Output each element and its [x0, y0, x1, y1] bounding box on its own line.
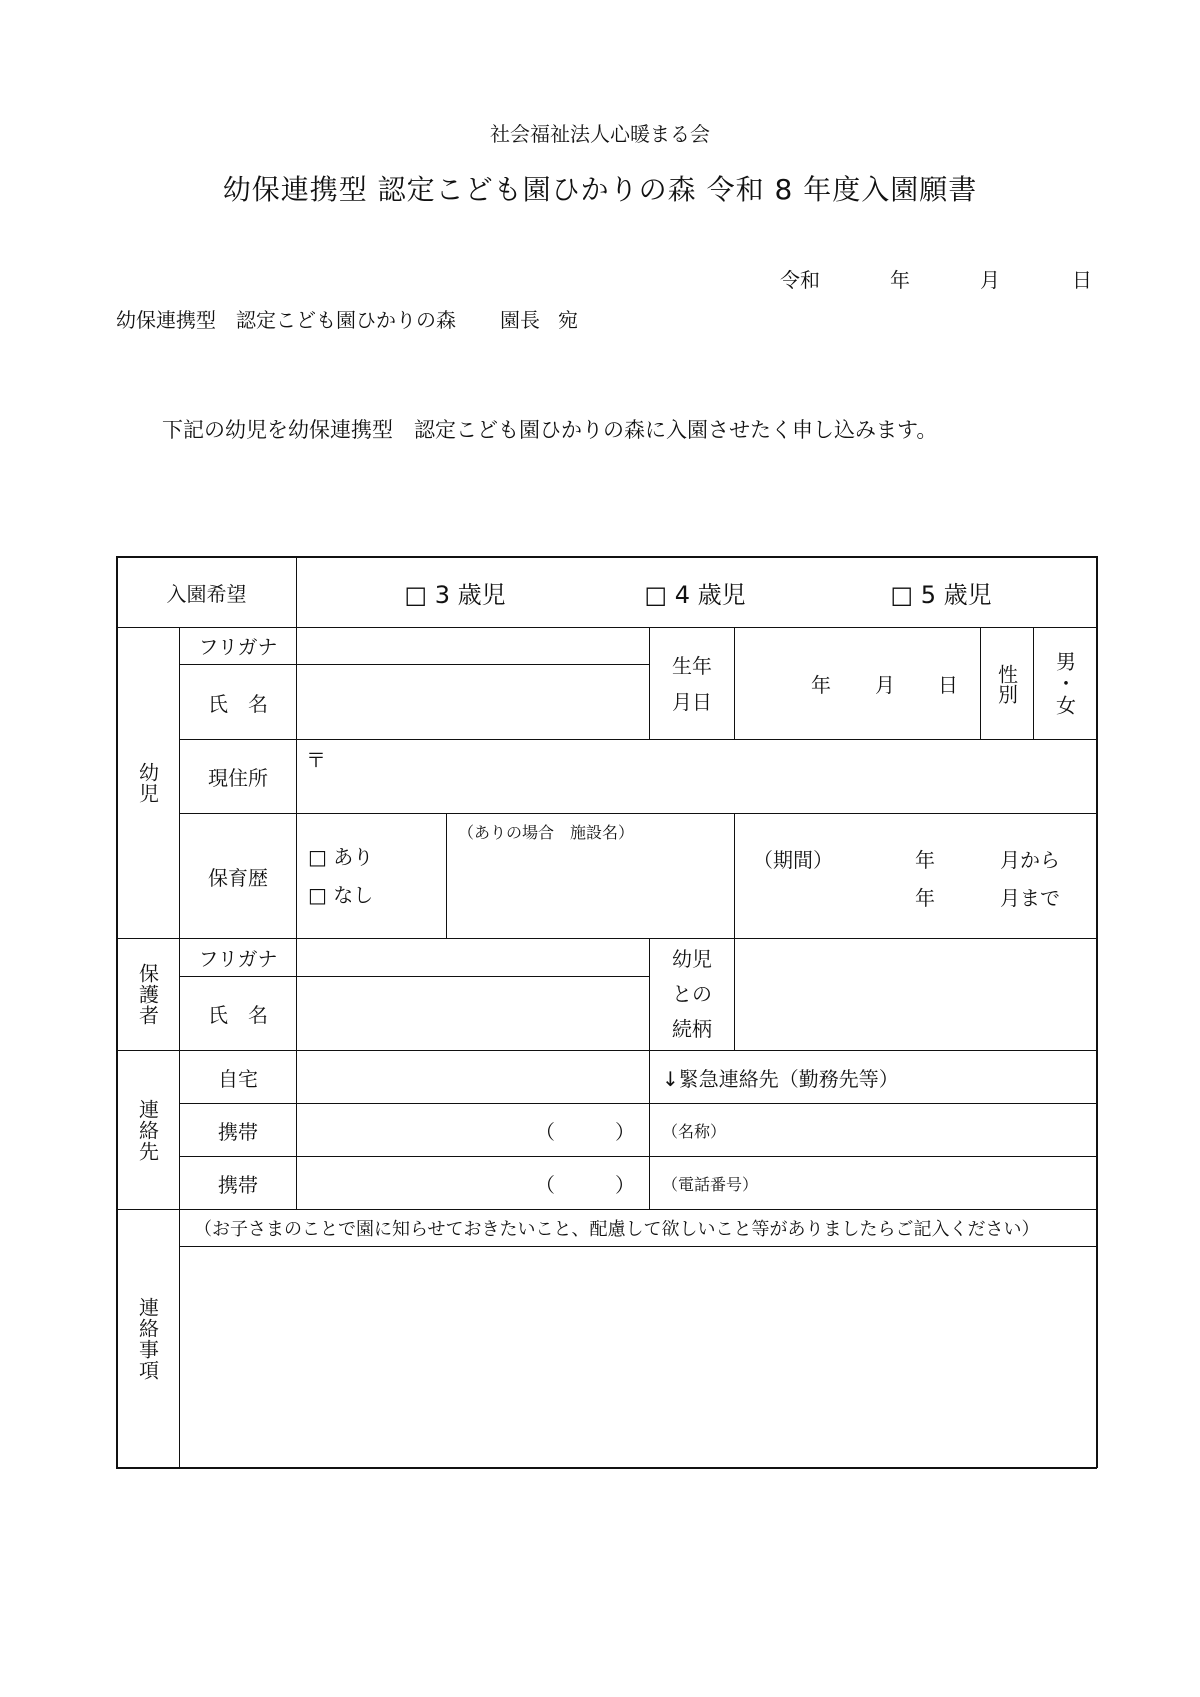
- addressee-school: 幼保連携型 認定こども園ひかりの森: [116, 308, 456, 332]
- date-day: 日: [1072, 268, 1092, 292]
- application-statement: 下記の幼児を幼保連携型 認定こども園ひかりの森に入園させたく申し込みます。: [162, 418, 938, 442]
- gender-label: 性別: [994, 663, 1019, 704]
- form-title: 幼保連携型 認定こども園ひかりの森 令和 8 年度入園願書: [222, 173, 978, 206]
- period-label: （期間）: [753, 848, 833, 872]
- emergency-phone-field[interactable]: （電話番号）: [662, 1174, 759, 1194]
- period-to-month: 月まで: [1000, 886, 1060, 910]
- notes-instruction: （お子さまのことで園に知らせておきたいこと、配慮して欲しいこと等がありましたらご記入ください）: [194, 1219, 1040, 1240]
- table-border-right: [1096, 556, 1098, 1468]
- admission-option-age4[interactable]: □ 4 歳児: [644, 580, 746, 609]
- relationship-line1: 幼児: [672, 947, 712, 971]
- organization-name: 社会福祉法人心暖まる会: [490, 122, 710, 146]
- period-to-year: 年: [915, 886, 935, 910]
- history-yes-checkbox[interactable]: □ あり: [308, 845, 374, 869]
- mobile-2-paren-open: （: [535, 1172, 555, 1197]
- child-furigana-field[interactable]: [297, 628, 649, 664]
- admission-option-age5[interactable]: □ 5 歳児: [890, 580, 992, 609]
- relationship-label: [650, 939, 734, 1050]
- child-name-label: 氏 名: [208, 691, 268, 716]
- guardian-section-label: 保護者: [135, 963, 160, 1026]
- emergency-name-field[interactable]: （名称）: [662, 1121, 727, 1141]
- guardian-name-field[interactable]: [297, 977, 649, 1050]
- column-divider: [649, 1050, 650, 1209]
- date-month: 月: [980, 268, 1000, 292]
- contact-section-label: 連絡先: [135, 1098, 160, 1162]
- notes-field[interactable]: [180, 1247, 1096, 1467]
- child-section-label: 幼児: [135, 761, 160, 804]
- admission-label: 入園希望: [166, 581, 247, 606]
- birthdate-label-line1: 生年: [672, 653, 712, 678]
- mobile-2-paren-close: ）: [615, 1172, 635, 1197]
- mobile-2-label: 携帯: [218, 1172, 258, 1197]
- relationship-line3: 続柄: [672, 1017, 712, 1041]
- mobile-1-paren-open: （: [535, 1119, 555, 1144]
- childcare-history-label: 保育歴: [208, 865, 268, 890]
- mobile-1-label: 携帯: [218, 1119, 258, 1144]
- application-date: [780, 264, 1100, 294]
- addressee-honorific: 宛: [558, 308, 578, 332]
- home-phone-field[interactable]: [297, 1051, 649, 1103]
- guardian-furigana-field[interactable]: [297, 939, 649, 976]
- child-furigana-label: フリガナ: [198, 635, 278, 659]
- emergency-contact-heading: ↓緊急連絡先（勤務先等）: [662, 1066, 899, 1091]
- postal-mark: 〒: [306, 748, 326, 772]
- date-era: 令和: [780, 268, 820, 292]
- table-border-bottom: [116, 1467, 1097, 1469]
- period-from-year: 年: [915, 848, 935, 872]
- birthdate-label-line2: 月日: [672, 689, 712, 714]
- guardian-furigana-label: フリガナ: [198, 947, 278, 971]
- birthdate-day: 日: [938, 673, 958, 697]
- facility-note: （ありの場合 施設名）: [458, 823, 635, 842]
- row-divider: [179, 739, 1097, 740]
- child-name-field[interactable]: [297, 665, 649, 739]
- admission-option-age3[interactable]: □ 3 歳児: [404, 580, 506, 609]
- birthdate-year: 年: [811, 673, 831, 697]
- history-period-field[interactable]: [735, 814, 1096, 938]
- column-divider: [446, 813, 447, 938]
- guardian-name-label: 氏 名: [208, 1003, 268, 1027]
- home-phone-label: 自宅: [218, 1066, 258, 1091]
- facility-name-field[interactable]: [458, 820, 728, 934]
- period-from-month: 月から: [1000, 848, 1060, 872]
- gender-choice[interactable]: 男・女: [1052, 650, 1077, 717]
- childcare-history-options: [308, 814, 446, 938]
- mobile-1-paren-close: ）: [615, 1119, 635, 1144]
- date-year: 年: [890, 268, 910, 292]
- child-address-field[interactable]: [306, 744, 1086, 810]
- mobile-2-field[interactable]: [297, 1157, 649, 1209]
- addressee-title: 園長: [500, 308, 540, 332]
- relationship-field[interactable]: [735, 939, 1096, 1050]
- relationship-line2: との: [672, 982, 712, 1006]
- mobile-1-field[interactable]: [297, 1104, 649, 1156]
- birthdate-field[interactable]: [735, 628, 980, 739]
- child-address-label: 現住所: [208, 766, 268, 790]
- history-no-checkbox[interactable]: □ なし: [308, 883, 374, 907]
- birthdate-label: [650, 628, 734, 739]
- birthdate-month: 月: [875, 673, 895, 697]
- addressee: [116, 304, 578, 333]
- notes-section-label: 連絡事項: [135, 1296, 160, 1381]
